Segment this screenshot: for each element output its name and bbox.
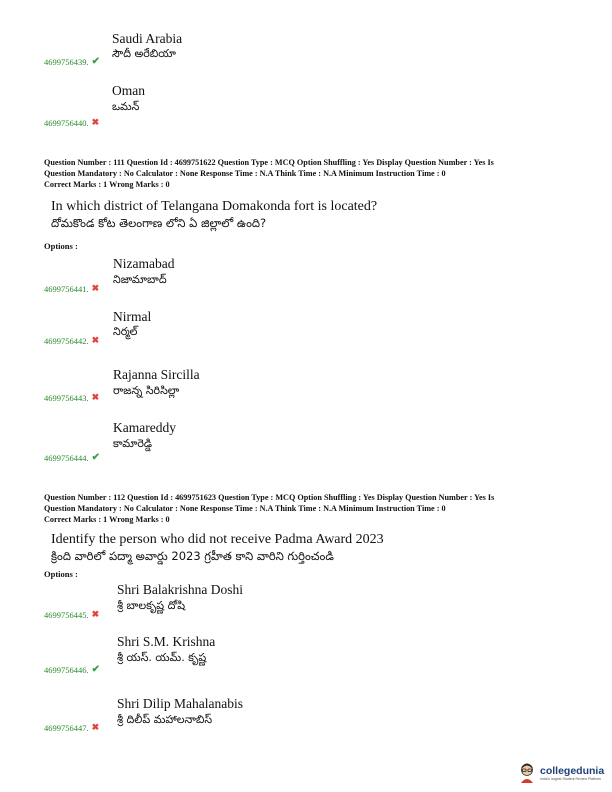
option-id	[44, 722, 99, 733]
option-id-text: 4699756439.	[44, 56, 89, 67]
check-icon: ✔	[91, 56, 101, 67]
option-text-en: Nirmal	[113, 309, 152, 324]
option-id	[44, 283, 99, 294]
marks-line: Correct Marks : 1 Wrong Marks : 0	[44, 515, 170, 524]
option-id	[44, 392, 99, 403]
meta-line: Question Number : 112 Question Id : 4699751623 Question Type : MCQ Option Shuffling : Yes Display Question Number : Yes Is	[44, 493, 495, 502]
options-label: Options :	[44, 241, 78, 251]
option-id	[44, 452, 100, 463]
meta-line: Question Number : 111 Question Id : 4699751622 Question Type : MCQ Option Shuffling : Yes Display Question Number : Yes Is	[44, 158, 494, 167]
cross-icon: ✖	[91, 283, 100, 293]
option-id-text: 4699756444.	[44, 452, 89, 463]
options-label: Options :	[44, 569, 78, 579]
question-text-te: దోమకొండ కోట తెలంగాణ లోని ఏ జిల్లాలో ఉంది?	[51, 216, 267, 230]
check-icon: ✔	[91, 664, 101, 675]
option-text-te: శ్రీ దిలీప్ మహాలనాబిస్	[117, 713, 213, 726]
option-text-en: Shri S.M. Krishna	[117, 634, 216, 649]
option-id-text: 4699756443.	[44, 392, 89, 403]
question-text-en: In which district of Telangana Domakonda fort is located?	[51, 199, 378, 214]
option-text-en: Nizamabad	[113, 256, 175, 271]
option-text-te: రాజన్న సిరిసిల్లా	[113, 384, 180, 397]
option-text-te: శ్రీ యస్. యమ్. కృష్ణ	[117, 651, 207, 664]
option-id	[44, 117, 99, 128]
option-text-en: Oman	[112, 83, 145, 98]
question-meta	[44, 492, 494, 525]
question-text-te: క్రింది వారిలో పద్మా అవార్డు 2023 గ్రహీత కాని వారిని గుర్తించండి	[51, 549, 334, 563]
option-text-en: Kamareddy	[113, 420, 176, 435]
option-text-te: సౌదీ అరేబియా	[112, 47, 176, 60]
check-icon: ✔	[91, 452, 101, 463]
option-text-te: కామారెడ్డి	[113, 437, 153, 450]
question-meta	[44, 157, 494, 190]
brand-tagline: India's largest Student Review Platform	[540, 777, 601, 781]
option-id-text: 4699756442.	[44, 335, 89, 346]
option-text-te: శ్రీ బాలకృష్ణ దోషి	[117, 599, 186, 612]
cross-icon: ✖	[91, 392, 100, 402]
meta-line: Question Mandatory : No Calculator : None Response Time : N.A Think Time : N.A Minimum Instruction Time : 0	[44, 504, 446, 513]
cross-icon: ✖	[91, 722, 100, 732]
option-id	[44, 56, 100, 67]
option-id	[44, 335, 99, 346]
option-id	[44, 664, 100, 675]
option-id-text: 4699756441.	[44, 283, 89, 294]
option-text-en: Shri Balakrishna Doshi	[117, 582, 243, 597]
option-text-te: ఒమన్	[112, 100, 140, 113]
option-id-text: 4699756440.	[44, 117, 89, 128]
brand-name: collegedunia	[540, 765, 605, 777]
option-text-te: నిజామాబాద్	[113, 273, 167, 286]
option-text-en: Saudi Arabia	[112, 31, 183, 46]
option-text-te: నిర్మల్	[113, 325, 138, 338]
cross-icon: ✖	[91, 609, 100, 619]
option-text-en: Rajanna Sircilla	[113, 367, 200, 382]
option-id-text: 4699756445.	[44, 609, 89, 620]
option-text-en: Shri Dilip Mahalanabis	[117, 696, 243, 711]
collegedunia-logo	[518, 763, 604, 783]
question-text-en: Identify the person who did not receive Padma Award 2023	[51, 532, 384, 547]
meta-line: Question Mandatory : No Calculator : None Response Time : N.A Think Time : N.A Minimum Instruction Time : 0	[44, 169, 446, 178]
option-id-text: 4699756446.	[44, 664, 89, 675]
option-id	[44, 609, 99, 620]
option-id-text: 4699756447.	[44, 722, 89, 733]
cross-icon: ✖	[91, 335, 100, 345]
marks-line: Correct Marks : 1 Wrong Marks : 0	[44, 180, 170, 189]
mascot-icon	[518, 763, 536, 783]
cross-icon: ✖	[91, 117, 100, 127]
